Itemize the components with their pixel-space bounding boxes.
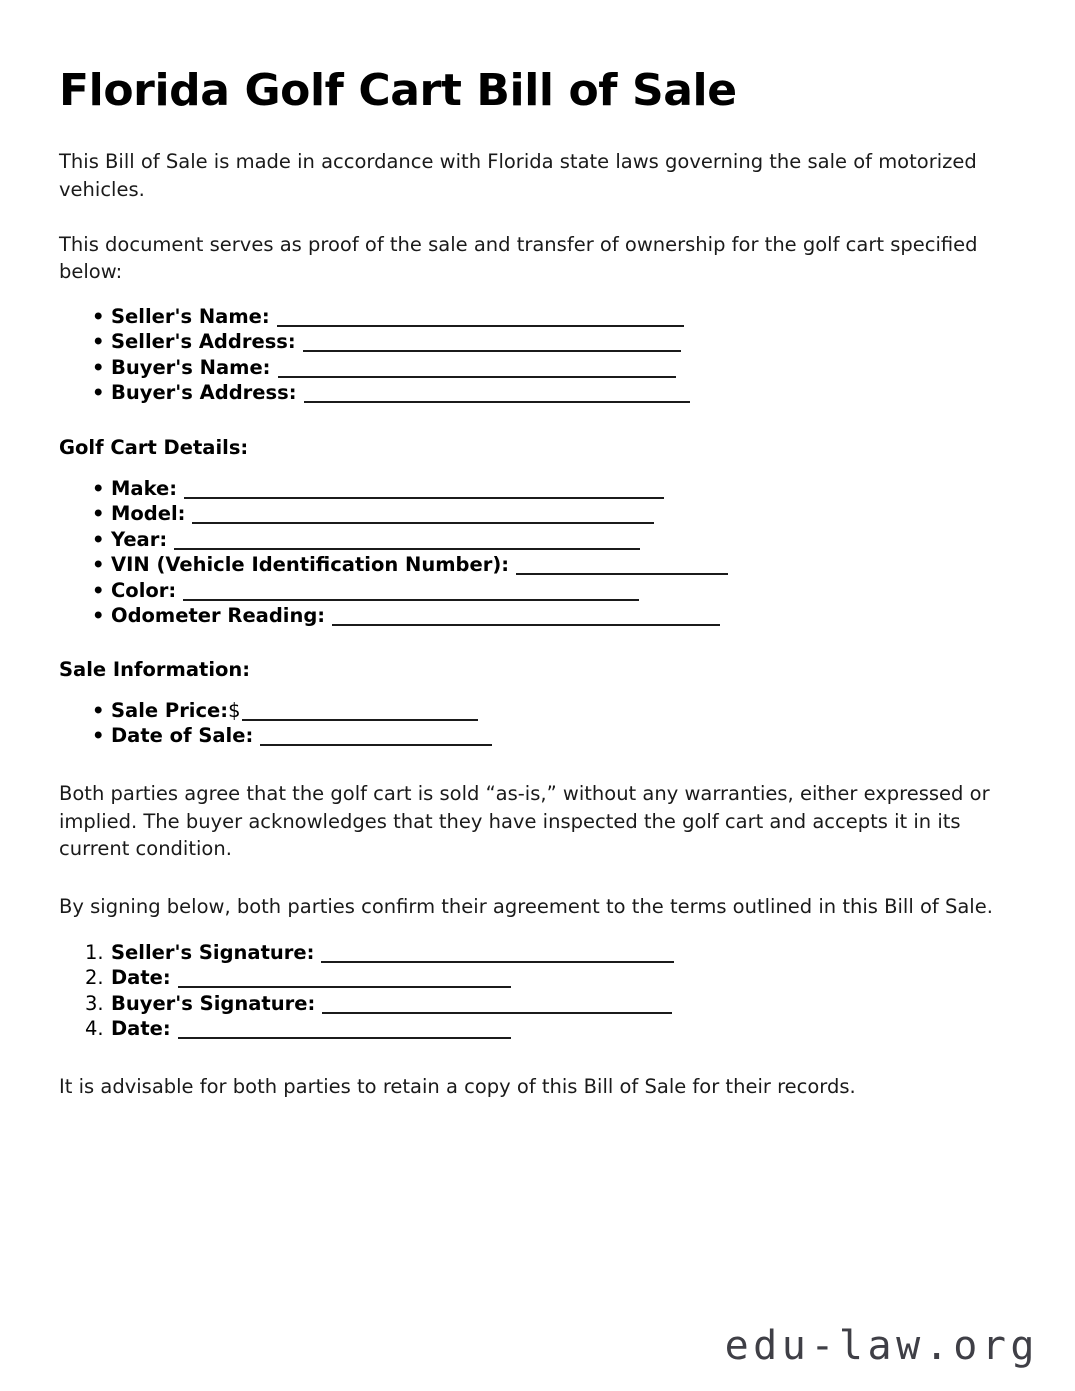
list-item: [59, 603, 1016, 629]
list-item: [59, 527, 1016, 553]
site-watermark: edu-law.org: [724, 1323, 1039, 1369]
field-label: VIN (Vehicle Identification Number):: [111, 553, 510, 577]
field-label: Seller's Address:: [111, 330, 296, 354]
cart-details-heading: Golf Cart Details:: [59, 435, 249, 459]
field-label: Year:: [111, 527, 168, 551]
field-label: Make:: [111, 476, 178, 500]
list-item: [59, 940, 1016, 966]
fill-in-blank[interactable]: [260, 731, 492, 746]
fill-in-blank[interactable]: [174, 535, 640, 550]
field-label: Buyer's Name:: [111, 355, 271, 379]
field-label: Date:: [111, 1017, 171, 1041]
list-item: [59, 991, 1016, 1017]
list-item: [59, 1016, 1016, 1042]
currency-symbol: $: [228, 698, 241, 722]
list-item: [59, 552, 1016, 578]
list-item: [59, 329, 1016, 355]
list-item: [59, 355, 1016, 381]
list-item: [59, 578, 1016, 604]
cart-details-field-list: [59, 459, 1016, 629]
field-label: Buyer's Address:: [111, 381, 297, 405]
fill-in-blank[interactable]: [278, 363, 676, 378]
fill-in-blank[interactable]: [321, 948, 674, 963]
list-item: [59, 380, 1016, 406]
purpose-paragraph: This document serves as proof of the sale and transfer of ownership for the golf cart specified below:: [59, 232, 978, 284]
fill-in-blank[interactable]: [178, 973, 511, 988]
parties-field-list: [59, 286, 1016, 406]
fill-in-blank[interactable]: [184, 484, 664, 499]
field-label: Seller's Name:: [111, 304, 270, 328]
as-is-paragraph: Both parties agree that the golf cart is sold “as-is,” without any warranties, either expressed or implied. The buyer acknowledges that they have inspected the golf cart and accepts it in its current condition.: [59, 781, 990, 861]
signing-paragraph: By signing below, both parties confirm their agreement to the terms outlined in this Bill of Sale.: [59, 895, 993, 918]
fill-in-blank[interactable]: [322, 999, 672, 1014]
sale-information-field-list: [59, 681, 1016, 749]
fill-in-blank[interactable]: [242, 706, 478, 721]
sale-information-heading: Sale Information:: [59, 657, 251, 681]
field-label: Date of Sale:: [111, 724, 254, 748]
fill-in-blank[interactable]: [516, 560, 728, 575]
fill-in-blank[interactable]: [304, 388, 690, 403]
field-label: Buyer's Signature:: [111, 991, 316, 1015]
fill-in-blank[interactable]: [192, 509, 654, 524]
intro-paragraph: This Bill of Sale is made in accordance with Florida state laws governing the sale of motorized vehicles.: [59, 150, 977, 201]
list-item: [59, 501, 1016, 527]
page-title: Florida Golf Cart Bill of Sale: [59, 65, 737, 116]
field-label: Sale Price:: [111, 698, 229, 722]
list-item: [59, 723, 1016, 749]
field-label: Color:: [111, 578, 177, 602]
list-item: [59, 476, 1016, 502]
closing-paragraph: It is advisable for both parties to retain a copy of this Bill of Sale for their records.: [59, 1074, 856, 1098]
fill-in-blank[interactable]: [178, 1024, 511, 1039]
fill-in-blank[interactable]: [277, 312, 684, 327]
field-label: Model:: [111, 502, 186, 526]
fill-in-blank[interactable]: [183, 586, 639, 601]
list-item: [59, 965, 1016, 991]
list-item: [59, 698, 1016, 724]
field-label: Date:: [111, 966, 171, 990]
list-item: [59, 304, 1016, 330]
field-label: Seller's Signature:: [111, 940, 315, 964]
fill-in-blank[interactable]: [303, 337, 681, 352]
field-label: Odometer Reading:: [111, 604, 326, 628]
signature-list: [59, 921, 1016, 1042]
fill-in-blank[interactable]: [332, 611, 720, 626]
